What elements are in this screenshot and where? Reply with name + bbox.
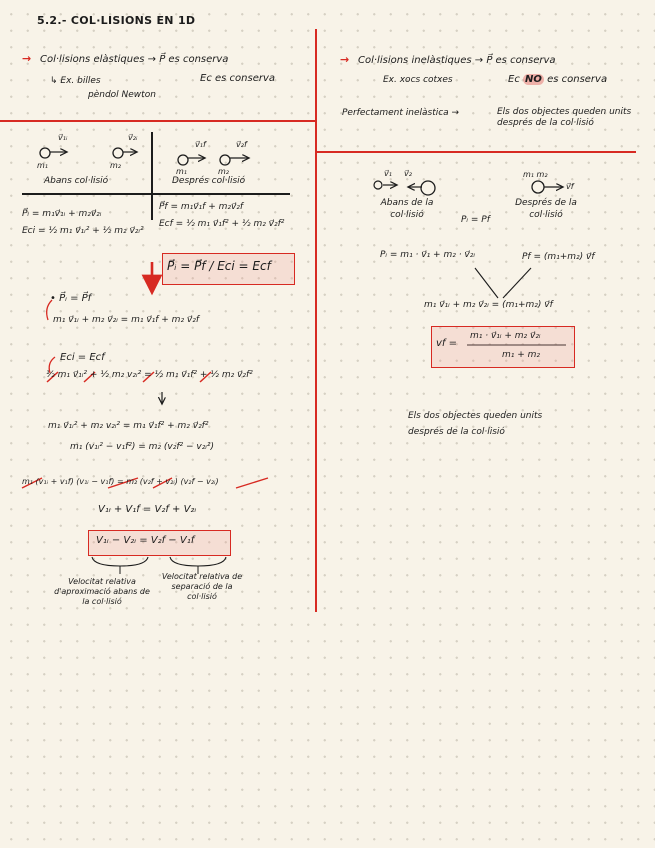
derivation-step-3: m₁ (v₁ᵢ + v₁f) (v₁ᵢ − v₁f) = m₂ (v₂f + v₂ᵢ) (v₂f − v₂ᵢ) <box>22 477 219 486</box>
inelastic-conserva: es conserva <box>547 74 608 85</box>
label-m1-before: m₁ <box>37 161 48 170</box>
right-after-masses: m₁ m₂ <box>523 170 548 179</box>
perfectly-inelastic-description: Els dos objectes queden units després de la col·lisió <box>497 107 632 128</box>
inelastic-energy-note <box>508 74 607 85</box>
red-arrow-icon-right: → <box>340 53 350 66</box>
elastic-example-2: pèndol Newton <box>88 90 156 100</box>
page-title: 5.2.- COL·LISIONS EN 1D <box>37 14 196 27</box>
label-v2i-before: v⃗₂ᵢ <box>128 133 138 142</box>
right-pi-expanded: Pᵢ = m₁ · v⃗₁ + m₂ · v⃗₂ᵢ <box>380 250 475 260</box>
ball-m2-before <box>113 148 123 158</box>
no-highlight: NO <box>525 74 542 85</box>
eq-ecf: Ecf = ½ m₁ v⃗₁f² + ½ m₂ v⃗₂f² <box>159 219 285 229</box>
right-combined-equation: m₁ v⃗₁ᵢ + m₂ v⃗₂ᵢ = (m₁+m₂) v⃗f <box>424 300 553 310</box>
right-conclusion: Els dos objectes queden units després de la col·lisió <box>408 411 543 437</box>
inelastic-header: Col·lisions inelàstiques → P⃗ es conserva <box>358 55 556 66</box>
eq-eci: Eci = ½ m₁ v⃗₁ᵢ² + ½ m₂ v⃗₂ᵢ² <box>22 226 144 236</box>
note-separation-velocity: Velocitat relativa de separació de la col·lisió <box>161 572 243 601</box>
eq-pi: P⃗ᵢ = m₁v⃗₁ᵢ + m₂v⃗₂ᵢ <box>22 209 102 219</box>
energy-equation: ½ m₁ v⃗₁ᵢ² + ½ m₂ v₂ᵢ² = ½ m₁ v⃗₁f² + ½ m₂ v⃗₂f² <box>46 370 253 380</box>
right-pf-expanded: Pf = (m₁+m₂) v⃗f <box>522 252 595 262</box>
vf-denominator: m₁ + m₂ <box>502 350 541 360</box>
derivation-step-4: V₁ᵢ + V₁f = V₂f + V₂ᵢ <box>98 504 197 515</box>
red-arrow-icon: → <box>22 52 32 65</box>
conservation-equation: P⃗ᵢ = P⃗f / Eci = Ecf <box>167 259 271 273</box>
note-approach-velocity: Velocitat relativa d'aproximació abans de la col·lisió <box>54 577 150 606</box>
derivation-step-2: m₁ (v₁ᵢ² − v₁f²) = m₂ (v₂f² − v₂ᵢ²) <box>70 442 215 452</box>
momentum-heading: • P⃗ᵢ = P⃗f <box>50 293 92 304</box>
inelastic-ec: Ec <box>508 74 520 85</box>
label-v2f-after: v⃗₂f <box>236 140 247 149</box>
eq-pf: P⃗f = m₁v⃗₁f + m₂v⃗₂f <box>159 202 244 212</box>
elastic-header: Col·lisions elàstiques → P⃗ es conserva <box>40 54 229 65</box>
ball-m1-after <box>178 155 188 165</box>
energy-heading: Eci = Ecf <box>60 352 105 363</box>
label-v1f-after: v⃗₁f <box>195 140 206 149</box>
label-v1i-before: v⃗₁ᵢ <box>58 133 68 142</box>
right-after-velocity: v⃗f <box>566 182 574 191</box>
right-pi-pf: Pᵢ = Pf <box>461 215 490 225</box>
label-m2-after: m₂ <box>218 167 229 176</box>
momentum-equation: m₁ v⃗₁ᵢ + m₂ v⃗₂ᵢ = m₁ v⃗₁f + m₂ v⃗₂f <box>53 315 200 325</box>
relative-velocity-equation: V₁ᵢ − V₂ᵢ = V₂f − V₁f <box>96 535 195 546</box>
label-v2-right: v⃗₂ <box>404 169 412 178</box>
perfectly-inelastic-label: Perfectament inelàstica → <box>342 108 460 118</box>
right-before-label: Abans de la col·lisió <box>380 198 434 220</box>
right-after-label: Després de la col·lisió <box>515 198 577 220</box>
label-after-collision: Després col·lisió <box>172 176 246 186</box>
vf-label: vf = <box>436 338 457 349</box>
inelastic-example: Ex. xocs cotxes <box>383 75 453 85</box>
vf-numerator: m₁ · v⃗₁ᵢ + m₂ v⃗₂ᵢ <box>470 331 541 341</box>
label-m2-before: m₂ <box>110 161 121 170</box>
ball-m2-after <box>220 155 230 165</box>
elastic-energy-note: Ec es conserva <box>200 73 276 84</box>
label-m1-after: m₁ <box>176 167 187 176</box>
derivation-step-1: m₁ v⃗₁ᵢ² + m₂ v₂ᵢ² = m₁ v⃗₁f² + m₂ v⃗₂f² <box>48 421 209 431</box>
label-before-collision: Abans col·lisió <box>44 176 109 186</box>
elastic-example: ↳ Ex. billes <box>50 76 101 86</box>
label-v1-right: v⃗₁ <box>384 169 392 178</box>
ball-m1-before <box>40 148 50 158</box>
